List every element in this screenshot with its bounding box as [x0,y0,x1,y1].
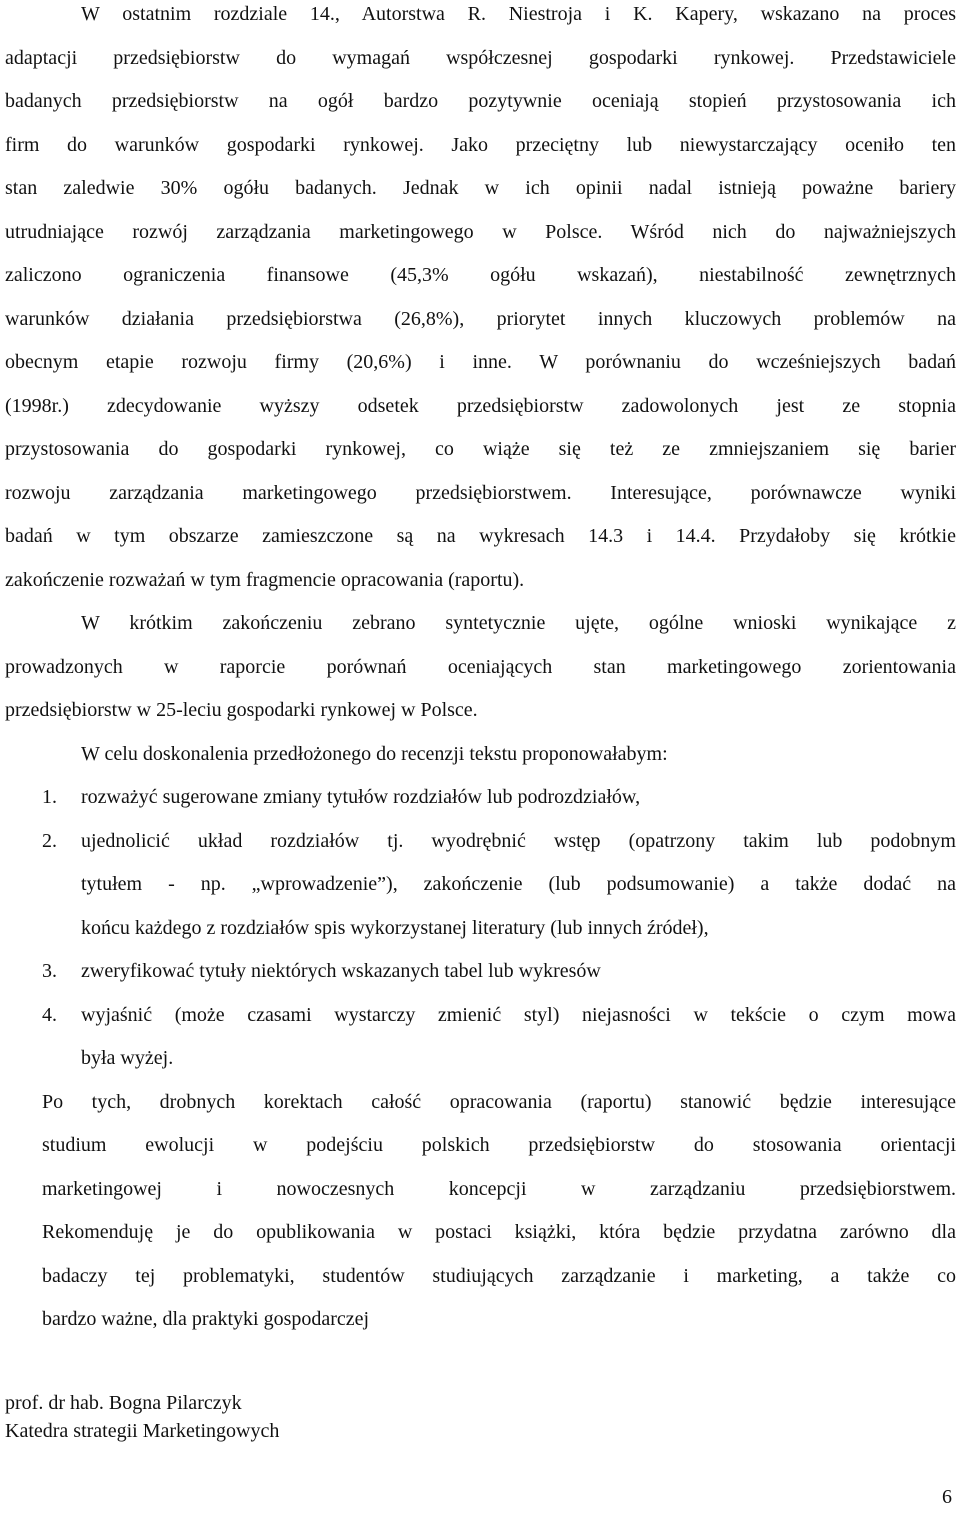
text-line: firm do warunków gospodarki rynkowej. Jako przeciętny lub niewystarczający oceniło ten [5,134,956,156]
text-line: adaptacji przedsiębiorstw do wymagań współczesnej gospodarki rynkowej. Przedstawiciele [5,47,956,69]
text-line: (1998r.) zdecydowanie wyższy odsetek przedsiębiorstw zadowolonych jest ze stopnia [5,395,956,417]
page-number: 6 [942,1486,952,1508]
text-line: prowadzonych w raporcie porównań oceniających stan marketingowego zorientowania [5,656,956,678]
signature-name: prof. dr hab. Bogna Pilarczyk [5,1392,242,1414]
text-line: badań w tym obszarze zamieszczone są na wykresach 14.3 i 14.4. Przydałoby się krótkie [5,525,956,547]
text-line: rozwoju zarządzania marketingowego przedsiębiorstwem. Interesujące, porównawcze wyniki [5,482,956,504]
list-item-number: 1. [42,786,57,808]
text-line: była wyżej. [81,1047,174,1069]
text-line: zweryfikować tytuły niektórych wskazanych tabel lub wykresów [81,960,601,982]
text-line: badanych przedsiębiorstw na ogół bardzo pozytywnie oceniają stopień przystosowania ich [5,90,956,112]
text-line: końcu każdego z rozdziałów spis wykorzystanej literatury (lub innych źródeł), [81,917,709,939]
text-line: przystosowania do gospodarki rynkowej, co wiąże się też ze zmniejszaniem się barier [5,438,956,460]
text-line: bardzo ważne, dla praktyki gospodarczej [42,1308,370,1330]
signature-department: Katedra strategii Marketingowych [5,1420,280,1442]
text-line: stan zaledwie 30% ogółu badanych. Jednak w ich opinii nadal istnieją poważne bariery [5,177,956,199]
list-item-number: 3. [42,960,57,982]
text-line: wyjaśnić (może czasami wystarczy zmienić styl) niejasności w tekście o czym mowa [81,1004,956,1026]
text-line: rozważyć sugerowane zmiany tytułów rozdziałów lub podrozdziałów, [81,786,641,808]
text-line: utrudniające rozwój zarządzania marketingowego w Polsce. Wśród nich do najważniejszych [5,221,956,243]
text-line: warunków działania przedsiębiorstwa (26,8%), priorytet innych kluczowych problemów na [5,308,956,330]
text-line: obecnym etapie rozwoju firmy (20,6%) i inne. W porównaniu do wcześniejszych badań [5,351,956,373]
list-item-number: 4. [42,1004,57,1026]
text-line: ujednolicić układ rozdziałów tj. wyodrębnić wstęp (opatrzony takim lub podobnym [81,830,956,852]
text-line: przedsiębiorstw w 25-leciu gospodarki rynkowej w Polsce. [5,699,478,721]
text-line: badaczy tej problematyki, studentów studiujących zarządzanie i marketing, a także co [42,1265,956,1287]
text-line: marketingowej i nowoczesnych koncepcji w zarządzaniu przedsiębiorstwem. [42,1178,956,1200]
text-line: zaliczono ograniczenia finansowe (45,3% ogółu wskazań), niestabilność zewnętrznych [5,264,956,286]
text-line: W ostatnim rozdziale 14., Autorstwa R. Niestroja i K. Kapery, wskazano na proces [81,3,956,25]
text-line: tytułem - np. „wprowadzenie”), zakończenie (lub podsumowanie) a także dodać na [81,873,956,895]
proposal-intro: W celu doskonalenia przedłożonego do recenzji tekstu proponowałabym: [81,743,668,765]
text-line: W krótkim zakończeniu zebrano syntetycznie ujęte, ogólne wnioski wynikające z [81,612,956,634]
text-line: Po tych, drobnych korektach całość opracowania (raportu) stanowić będzie interesujące [42,1091,956,1113]
list-item-number: 2. [42,830,57,852]
text-line: zakończenie rozważań w tym fragmencie opracowania (raportu). [5,569,525,591]
text-line: studium ewolucji w podejściu polskich przedsiębiorstw do stosowania orientacji [42,1134,956,1156]
text-line: Rekomenduję je do opublikowania w postaci książki, która będzie przydatna zarówno dla [42,1221,956,1243]
